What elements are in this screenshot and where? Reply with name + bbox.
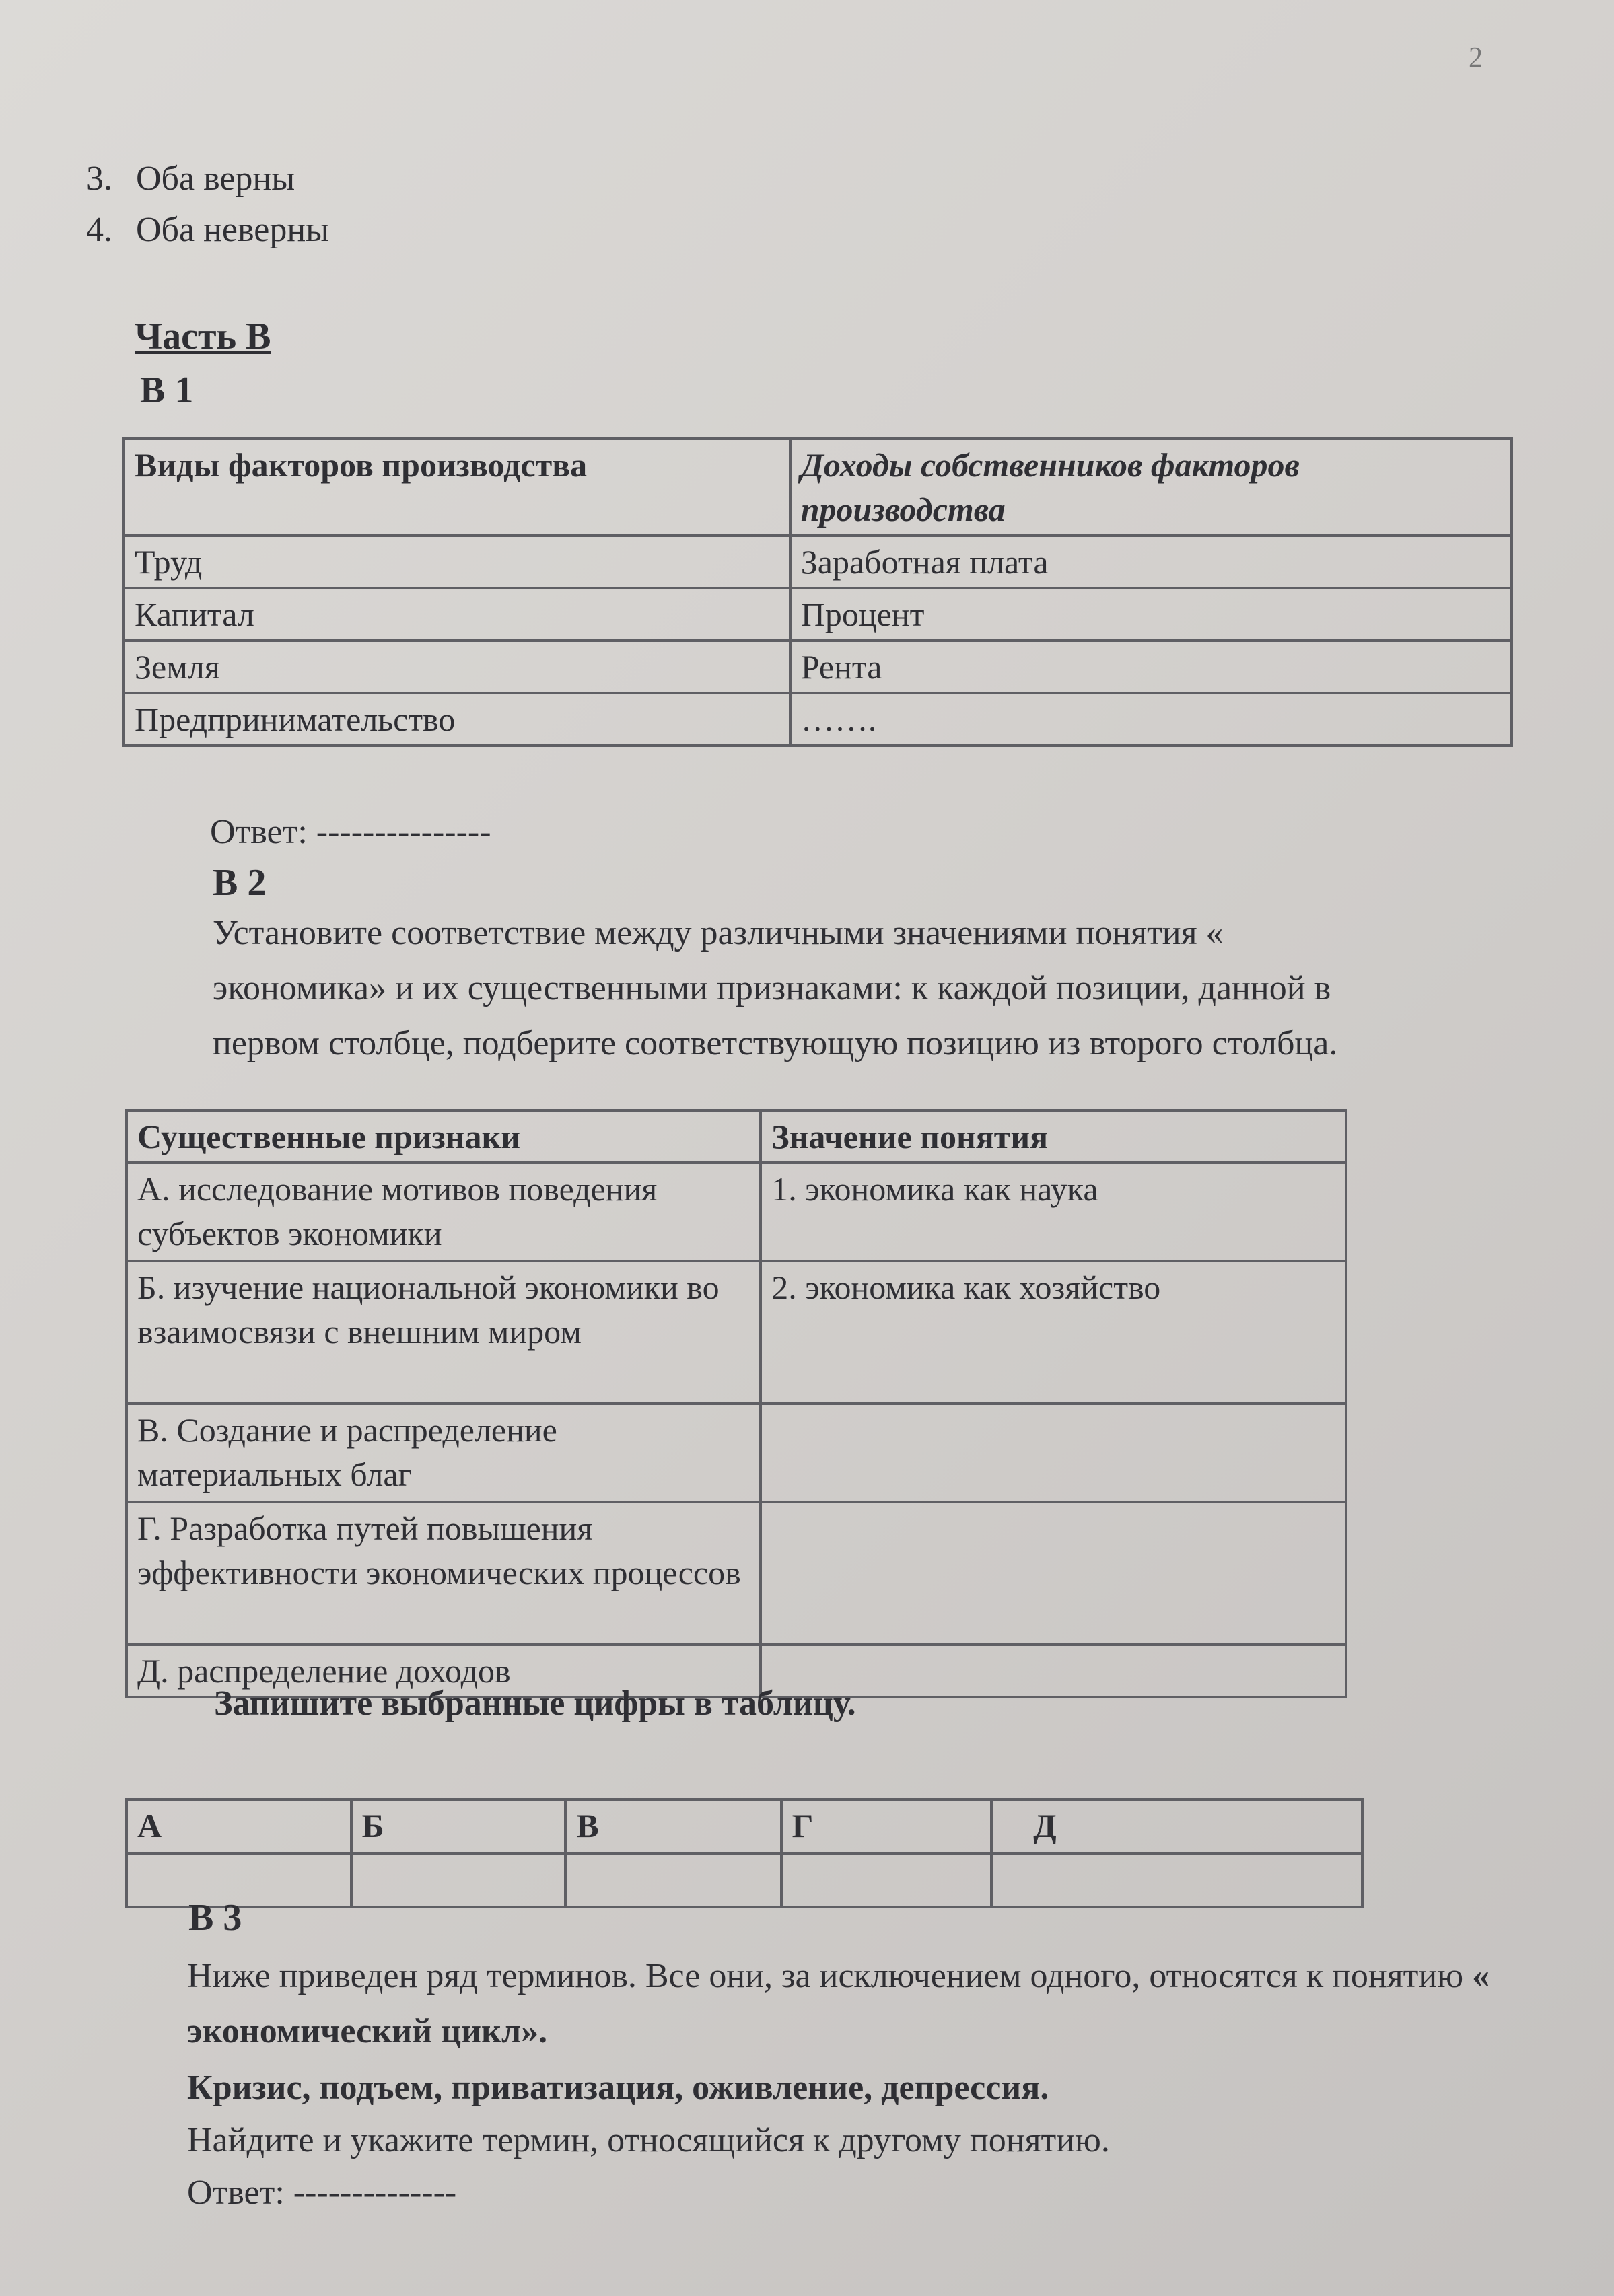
table-row (124, 693, 1512, 746)
table-cell: А. исследование мотивов поведения субъектов экономики (127, 1163, 761, 1261)
table-header-row (124, 439, 1512, 536)
table-header-row (127, 1799, 1362, 1853)
table-cell (761, 1404, 1346, 1502)
answer-col-header: А (127, 1799, 351, 1853)
answer-col-header: Г (781, 1799, 992, 1853)
answer-col-header: Б (351, 1799, 566, 1853)
table-cell: 2. экономика как хозяйство (761, 1261, 1346, 1404)
table-header-row (127, 1110, 1346, 1163)
answer-cell-g[interactable] (781, 1853, 992, 1907)
table-cell (761, 1502, 1346, 1645)
table-cell: Капитал (124, 588, 790, 641)
answer-cell-v[interactable] (565, 1853, 781, 1907)
table-row (127, 1404, 1346, 1502)
table-cell: Рента (790, 641, 1512, 693)
table-cell: Земля (124, 641, 790, 693)
table-cell: Процент (790, 588, 1512, 641)
answer-col-header: Д (991, 1799, 1362, 1853)
b3-answer: Ответ: -------------- (187, 2174, 457, 2212)
b1-answer: Ответ: --------------- (210, 813, 491, 851)
answer-col-header: В (565, 1799, 781, 1853)
table-cell: 1. экономика как наука (761, 1163, 1346, 1261)
table-cell: ……. (790, 693, 1512, 746)
b2-instruction: Установите соответствие между различными значениями понятия « экономика» и их существенными признаками: к каждой позиции, данной в первом столбце, подберите соответствующую позицию из второго столбца. (213, 914, 1338, 1063)
table-row (124, 641, 1512, 693)
b1-table (122, 437, 1513, 747)
header-cell: Значение понятия (761, 1110, 1346, 1163)
b2-label: В 2 (213, 862, 267, 904)
table-row (127, 1261, 1346, 1404)
table-cell: В. Создание и распределение материальных благ (127, 1404, 761, 1502)
answer-blank[interactable]: -------------- (293, 2174, 457, 2212)
table-cell: Д. распределение доходов (127, 1645, 761, 1697)
table-row (124, 536, 1512, 588)
header-cell: Доходы собственников факторов производства (790, 439, 1512, 536)
b2-answer-table (125, 1798, 1364, 1908)
table-row (124, 588, 1512, 641)
b2-write-note: Запишите выбранные цифры в таблицу. (214, 1684, 856, 1723)
answer-input-row (127, 1853, 1362, 1907)
b2-table (125, 1109, 1347, 1698)
page-number: 2 (1469, 42, 1483, 73)
b1-label: В 1 (140, 369, 194, 411)
table-cell: Заработная плата (790, 536, 1512, 588)
table-row (127, 1163, 1346, 1261)
header-cell: Виды факторов производства (124, 439, 790, 536)
b3-label: В 3 (188, 1897, 242, 1939)
b3-text1: Ниже приведен ряд терминов. Все они, за исключением одного, относятся к понятию « экономический цикл». (187, 1957, 1490, 2050)
table-cell: Труд (124, 536, 790, 588)
table-row (127, 1502, 1346, 1645)
answer-cell-b[interactable] (351, 1853, 566, 1907)
b3-terms: Кризис, подъем, приватизация, оживление, депрессия. (187, 2069, 1049, 2107)
answer-cell-d[interactable] (991, 1853, 1362, 1907)
table-cell: Предпринимательство (124, 693, 790, 746)
option-3: 3. Оба верны (86, 159, 295, 198)
table-cell: Г. Разработка путей повышения эффективности экономических процессов (127, 1502, 761, 1645)
part-title: Часть В (135, 316, 271, 357)
table-cell: Б. изучение национальной экономики во взаимосвязи с внешним миром (127, 1261, 761, 1404)
option-4: 4. Оба неверны (86, 211, 330, 249)
b3-text2: Найдите и укажите термин, относящийся к другому понятию. (187, 2121, 1110, 2159)
header-cell: Существенные признаки (127, 1110, 761, 1163)
answer-blank[interactable]: --------------- (316, 813, 491, 851)
